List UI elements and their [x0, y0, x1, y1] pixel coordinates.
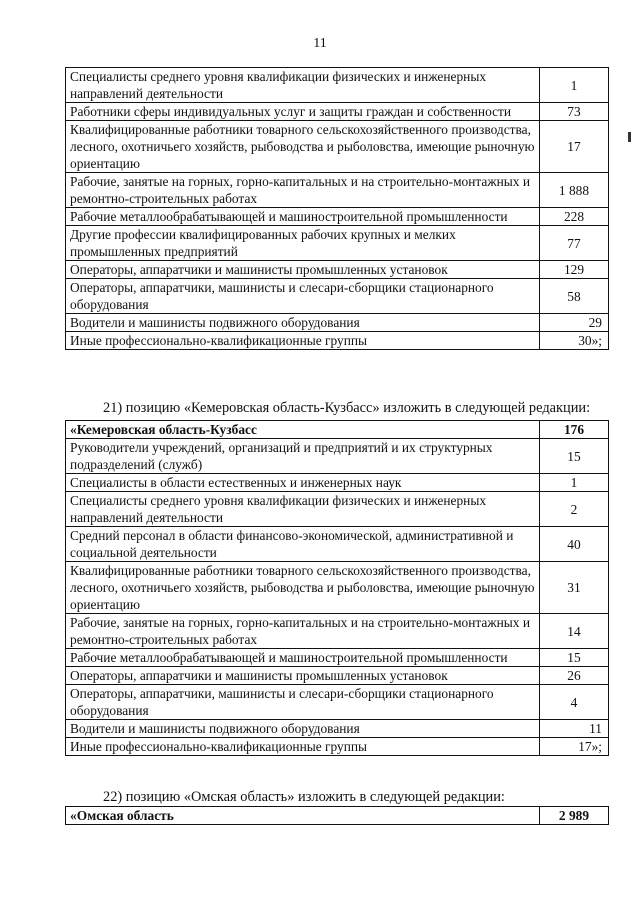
region-name: «Омская область: [66, 807, 540, 825]
row-value: 11: [540, 720, 609, 738]
row-value: 17: [540, 121, 609, 173]
table-continued: [65, 67, 609, 350]
paragraph-21: 21) позицию «Кемеровская область-Кузбасс» изложить в следующей редакции:: [103, 400, 591, 416]
table-row: [66, 738, 609, 756]
row-label: Квалифицированные работники товарного сельскохозяйственного производства, лесного, охотничьего хозяйств, рыбоводства и рыболовства, имеющие рыночную ориентацию: [66, 562, 540, 614]
table-row: [66, 562, 609, 614]
row-label: Операторы, аппаратчики, машинисты и слесари-сборщики стационарного оборудования: [66, 279, 540, 314]
row-label: Рабочие, занятые на горных, горно-капитальных и на строительно-монтажных и ремонтно-строительных работах: [66, 614, 540, 649]
row-value: 1: [540, 68, 609, 103]
table-row: [66, 649, 609, 667]
table-row: [66, 685, 609, 720]
row-value: 31: [540, 562, 609, 614]
table-row: [66, 332, 609, 350]
row-label: Специалисты в области естественных и инженерных наук: [66, 474, 540, 492]
row-value: 15: [540, 439, 609, 474]
row-value: 15: [540, 649, 609, 667]
row-label: Рабочие, занятые на горных, горно-капитальных и на строительно-монтажных и ремонтно-строительных работах: [66, 173, 540, 208]
row-value: 73: [540, 103, 609, 121]
row-value: 26: [540, 667, 609, 685]
table-row: [66, 103, 609, 121]
row-label: Рабочие металлообрабатывающей и машиностроительной промышленности: [66, 208, 540, 226]
table-header-row: [66, 807, 609, 825]
row-label: Средний персонал в области финансово-экономической, административной и социальной деятельности: [66, 527, 540, 562]
region-name: «Кемеровская область-Кузбасс: [66, 421, 540, 439]
row-label: Водители и машинисты подвижного оборудования: [66, 314, 540, 332]
row-value: 77: [540, 226, 609, 261]
row-value: 17»;: [540, 738, 609, 756]
row-label: Операторы, аппаратчики, машинисты и слесари-сборщики стационарного оборудования: [66, 685, 540, 720]
table-omsk: [65, 806, 609, 825]
row-label: Иные профессионально-квалификационные группы: [66, 738, 540, 756]
table-row: [66, 261, 609, 279]
table-row: [66, 173, 609, 208]
table-row: [66, 226, 609, 261]
table-row: [66, 279, 609, 314]
table-row: [66, 667, 609, 685]
table-kemerovo: [65, 420, 609, 756]
row-value: 29: [540, 314, 609, 332]
row-label: Руководители учреждений, организаций и предприятий и их структурных подразделений (служб): [66, 439, 540, 474]
table-row: [66, 208, 609, 226]
row-label: Рабочие металлообрабатывающей и машиностроительной промышленности: [66, 649, 540, 667]
row-value: 40: [540, 527, 609, 562]
row-label: Квалифицированные работники товарного сельскохозяйственного производства, лесного, охотничьего хозяйств, рыбоводства и рыболовства, имеющие рыночную ориентацию: [66, 121, 540, 173]
table-row: [66, 121, 609, 173]
row-label: Водители и машинисты подвижного оборудования: [66, 720, 540, 738]
region-total: 176: [540, 421, 609, 439]
table-row: [66, 68, 609, 103]
table-row: [66, 492, 609, 527]
row-label: Специалисты среднего уровня квалификации физических и инженерных направлений деятельности: [66, 492, 540, 527]
table-row: [66, 527, 609, 562]
row-label: Другие профессии квалифицированных рабочих крупных и мелких промышленных предприятий: [66, 226, 540, 261]
margin-mark: [628, 132, 631, 142]
region-total: 2 989: [540, 807, 609, 825]
row-label: Иные профессионально-квалификационные группы: [66, 332, 540, 350]
row-value: 1: [540, 474, 609, 492]
row-value: 58: [540, 279, 609, 314]
paragraph-22: 22) позицию «Омская область» изложить в следующей редакции:: [103, 789, 505, 805]
table-row: [66, 474, 609, 492]
row-value: 4: [540, 685, 609, 720]
table-row: [66, 720, 609, 738]
table-header-row: [66, 421, 609, 439]
row-value: 2: [540, 492, 609, 527]
row-value: 14: [540, 614, 609, 649]
row-value: 1 888: [540, 173, 609, 208]
row-label: Работники сферы индивидуальных услуг и защиты граждан и собственности: [66, 103, 540, 121]
row-value: 129: [540, 261, 609, 279]
row-label: Специалисты среднего уровня квалификации физических и инженерных направлений деятельности: [66, 68, 540, 103]
table-row: [66, 439, 609, 474]
table-row: [66, 314, 609, 332]
table-row: [66, 614, 609, 649]
row-label: Операторы, аппаратчики и машинисты промышленных установок: [66, 261, 540, 279]
row-label: Операторы, аппаратчики и машинисты промышленных установок: [66, 667, 540, 685]
page-number: 11: [313, 36, 327, 51]
row-value: 228: [540, 208, 609, 226]
row-value: 30»;: [540, 332, 609, 350]
